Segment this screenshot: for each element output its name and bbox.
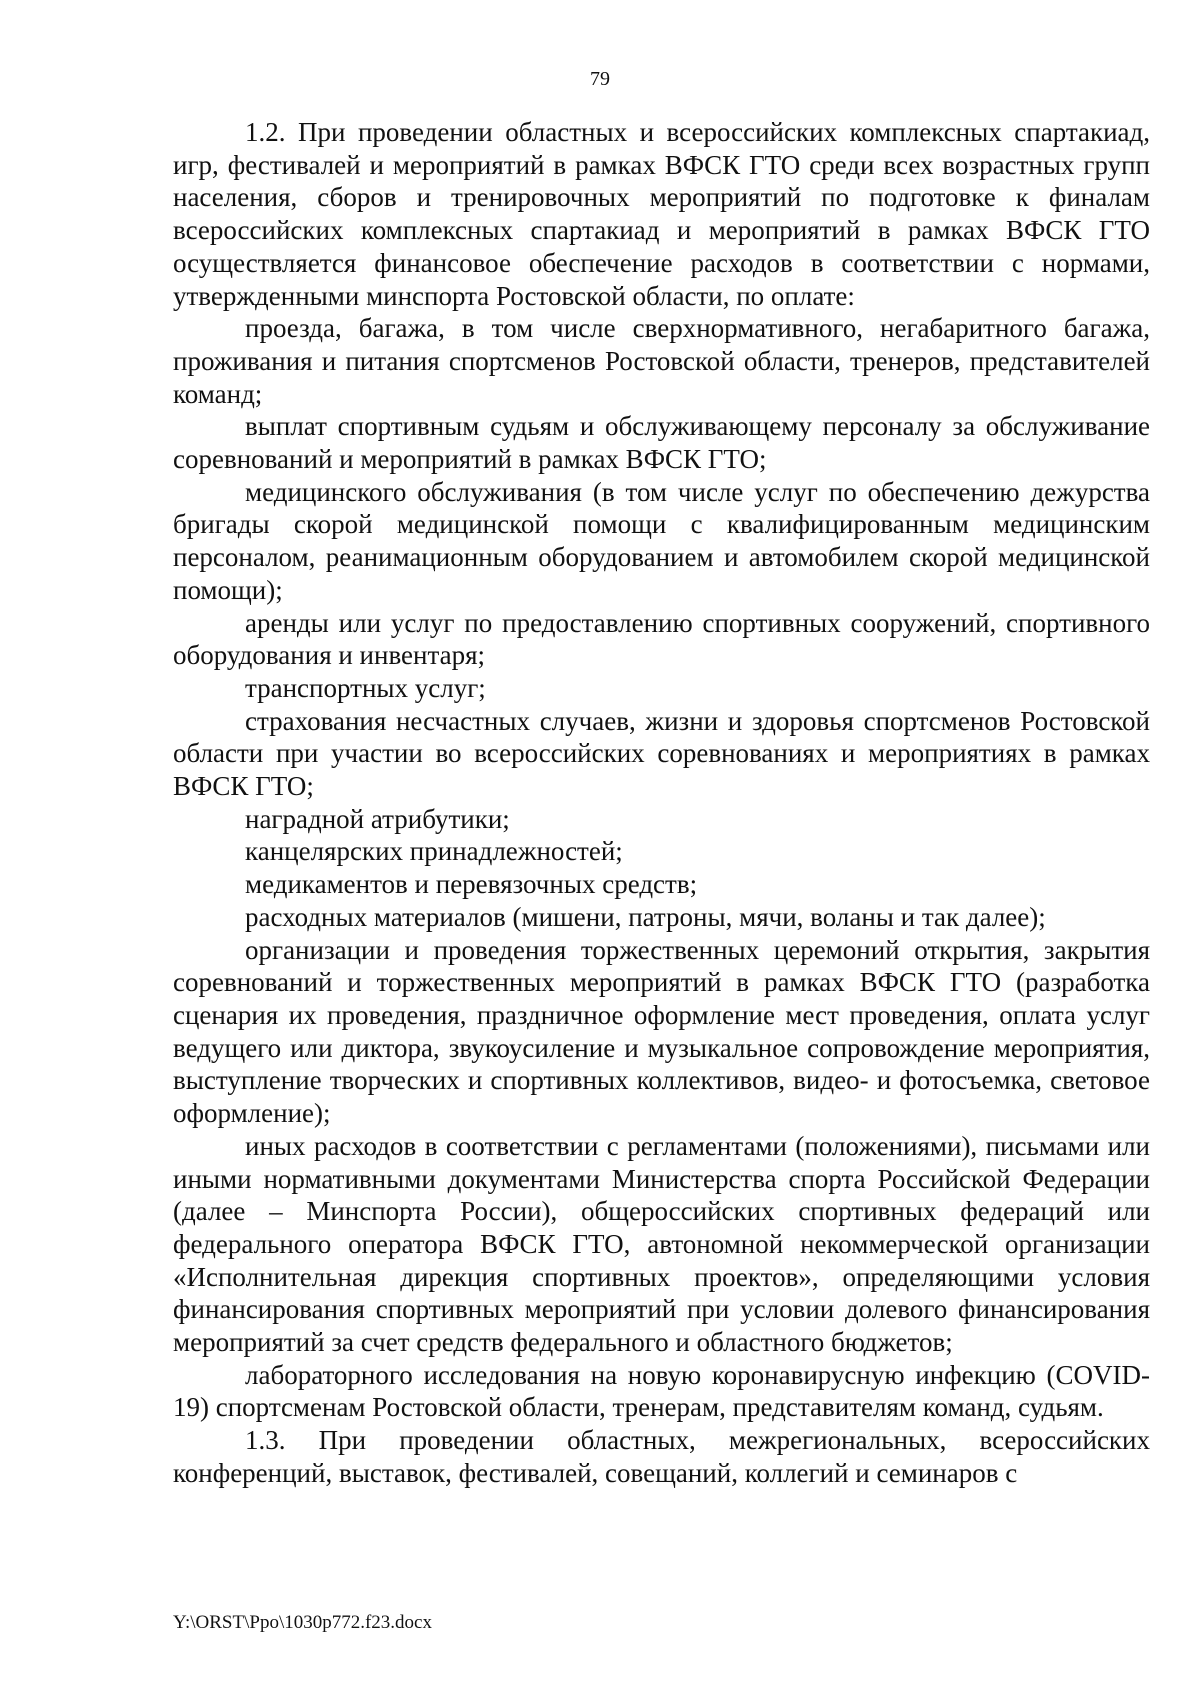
paragraph-stationery: канцелярских принадлежностей; — [245, 836, 623, 867]
paragraph-1-3: 1.3. При проведении областных, межрегиональных, всероссийских конференций, выставок, фестивалей, совещаний, коллегий и семинаров с — [173, 1425, 1150, 1488]
paragraph-covid: лабораторного исследования на новую коронавирусную инфекцию (COVID-19) спортсменам Ростовской области, тренерам, представителям команд, судьям. — [173, 1359, 1150, 1423]
paragraph-transport: транспортных услуг; — [245, 672, 486, 703]
paragraph-medical: медицинского обслуживания (в том числе услуг по обеспечению дежурства бригады скорой медицинской помощи с квалифицированным медицинским персоналом, реанимационным оборудованием и автомобилем скорой медицинской помощи); — [173, 476, 1150, 605]
paragraph-other-expenses: иных расходов в соответствии с регламентами (положениями), письмами или иными нормативными документами Министерства спорта Российской Федерации (далее – Минспорта России), общероссийских спортивных федераций или федерального оператора ВФСК ГТО, автономной некоммерческой организации «Исполнительная дирекция спортивных проектов», определяющими условия финансирования спортивных мероприятий при условии долевого финансирования мероприятий за счет средств федерального и областного бюджетов; — [173, 1130, 1150, 1358]
file-path-footer: Y:\ORST\Ppo\1030p772.f23.docx — [173, 1612, 432, 1633]
paragraph-1-2: 1.2. При проведении областных и всероссийских комплексных спартакиад, игр, фестивалей и мероприятий в рамках ВФСК ГТО среди всех возрастных групп населения, сборов и тренировочных мероприятий по подготовке к финалам всероссийских комплексных спартакиад и мероприятий в рамках ВФСК ГТО осуществляется финансовое обеспечение расходов в соответствии с нормами, утвержденными минспорта Ростовской области, по оплате: — [173, 117, 1150, 311]
paragraph-rent: аренды или услуг по предоставлению спортивных сооружений, спортивного оборудования и инвентаря; — [173, 607, 1150, 671]
paragraph-travel: проезда, багажа, в том числе сверхнормативного, негабаритного багажа, проживания и питания спортсменов Ростовской области, тренеров, представителей команд; — [173, 313, 1150, 409]
paragraph-judges: выплат спортивным судьям и обслуживающему персоналу за обслуживание соревнований и мероприятий в рамках ВФСК ГТО; — [173, 411, 1150, 475]
paragraph-ceremonies: организации и проведения торжественных церемоний открытия, закрытия соревнований и торжественных мероприятий в рамках ВФСК ГТО (разработка сценария их проведения, праздничное оформление мест проведения, оплата услуг ведущего или диктора, звукоусиление и музыкальное сопровождение мероприятия, выступление творческих и спортивных коллективов, видео- и фотосъемка, световое оформление); — [173, 934, 1150, 1129]
paragraph-consumables: расходных материалов (мишени, патроны, мячи, воланы и так далее); — [245, 901, 1046, 932]
paragraph-awards: наградной атрибутики; — [245, 803, 510, 834]
paragraph-medicines: медикаментов и перевязочных средств; — [245, 869, 698, 900]
page-number: 79 — [590, 68, 610, 90]
document-body — [173, 116, 1150, 1490]
paragraph-insurance: страхования несчастных случаев, жизни и здоровья спортсменов Ростовской области при участии во всероссийских соревнованиях и мероприятиях в рамках ВФСК ГТО; — [173, 705, 1150, 802]
